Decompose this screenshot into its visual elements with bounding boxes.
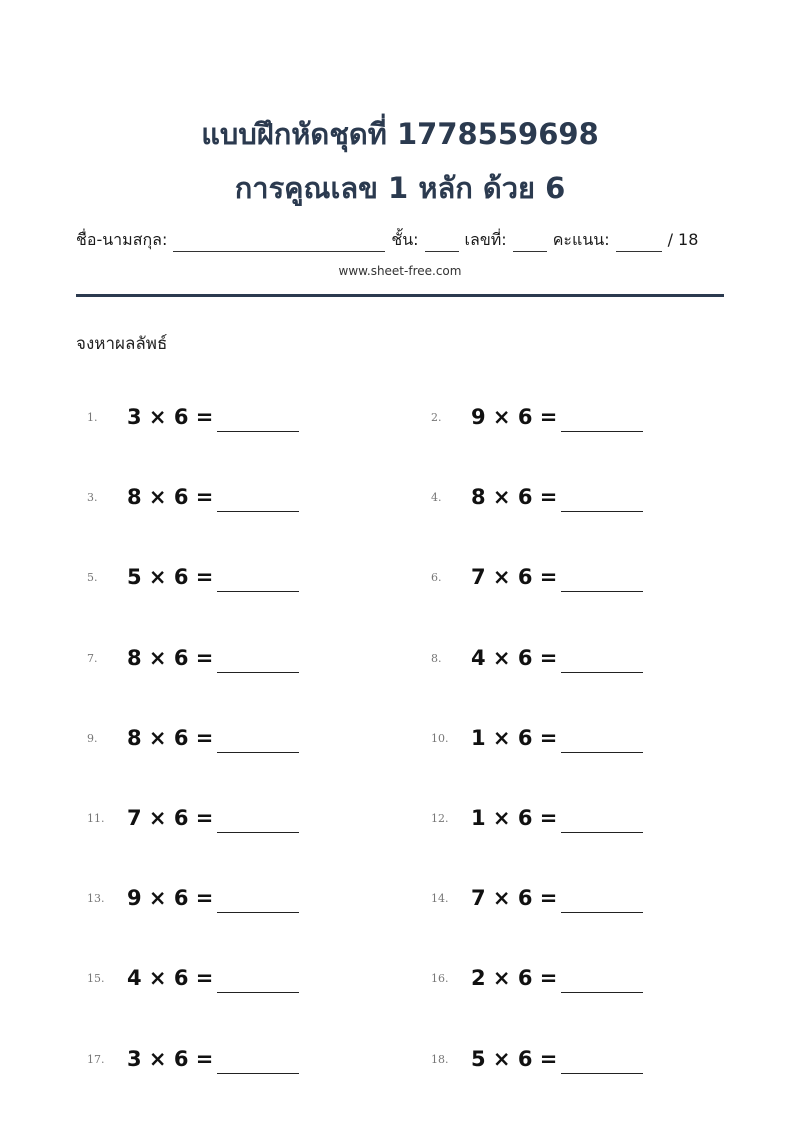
answer-blank[interactable] (217, 511, 299, 512)
problem-item (431, 646, 751, 676)
problem-number: 16. (431, 972, 449, 985)
problem-expression: 7 × 6 = (471, 565, 558, 589)
problem-item (431, 485, 751, 515)
problem-number: 7. (87, 652, 98, 665)
problem-expression: 7 × 6 = (127, 806, 214, 830)
problem-item (87, 405, 407, 435)
problem-expression: 4 × 6 = (471, 646, 558, 670)
worksheet-subtitle: การคูณเลข 1 หลัก ด้วย 6 (234, 171, 566, 205)
problem-item (87, 646, 407, 676)
problem-item (87, 565, 407, 595)
problem-expression: 9 × 6 = (127, 886, 214, 910)
problem-expression: 3 × 6 = (127, 1047, 214, 1071)
answer-blank[interactable] (217, 752, 299, 753)
problem-expression: 8 × 6 = (127, 646, 214, 670)
problem-expression: 4 × 6 = (127, 966, 214, 990)
problem-item (431, 966, 751, 996)
answer-blank[interactable] (217, 1073, 299, 1074)
answer-blank[interactable] (561, 912, 643, 913)
problem-number: 12. (431, 812, 449, 825)
problem-item (87, 1047, 407, 1077)
problem-number: 3. (87, 491, 98, 504)
problem-item (431, 726, 751, 756)
answer-blank[interactable] (217, 992, 299, 993)
problem-number: 10. (431, 732, 449, 745)
class-label: ชั้น: (391, 230, 419, 249)
problem-number: 9. (87, 732, 98, 745)
problem-item (431, 565, 751, 595)
name-label: ชื่อ-นามสกุล: (76, 230, 168, 249)
answer-blank[interactable] (561, 992, 643, 993)
problem-expression: 8 × 6 = (127, 485, 214, 509)
problem-number: 11. (87, 812, 105, 825)
number-label: เลขที่: (464, 230, 507, 249)
answer-blank[interactable] (561, 832, 643, 833)
answer-blank[interactable] (561, 431, 643, 432)
problem-expression: 2 × 6 = (471, 966, 558, 990)
score-total: / 18 (667, 230, 699, 249)
answer-blank[interactable] (217, 431, 299, 432)
answer-blank[interactable] (217, 832, 299, 833)
problem-expression: 9 × 6 = (471, 405, 558, 429)
problem-item (87, 886, 407, 916)
problem-number: 8. (431, 652, 442, 665)
problem-expression: 5 × 6 = (127, 565, 214, 589)
answer-blank[interactable] (561, 1073, 643, 1074)
answer-blank[interactable] (217, 912, 299, 913)
score-label: คะแนน: (552, 230, 610, 249)
problem-number: 6. (431, 571, 442, 584)
problem-expression: 8 × 6 = (471, 485, 558, 509)
answer-blank[interactable] (217, 591, 299, 592)
problem-item (431, 886, 751, 916)
problem-number: 15. (87, 972, 105, 985)
problem-number: 2. (431, 411, 442, 424)
instruction-text: จงหาผลลัพธ์ (76, 334, 168, 354)
problem-item (431, 1047, 751, 1077)
answer-blank[interactable] (561, 511, 643, 512)
problem-item (87, 806, 407, 836)
problem-number: 14. (431, 892, 449, 905)
problem-item (431, 806, 751, 836)
problem-expression: 8 × 6 = (127, 726, 214, 750)
problem-item (87, 726, 407, 756)
problem-number: 5. (87, 571, 98, 584)
problem-expression: 1 × 6 = (471, 806, 558, 830)
answer-blank[interactable] (561, 752, 643, 753)
worksheet-title: แบบฝึกหัดชุดที่ 1778559698 (201, 117, 599, 151)
website-url: www.sheet-free.com (338, 264, 462, 278)
problem-number: 17. (87, 1053, 105, 1066)
problem-number: 13. (87, 892, 105, 905)
answer-blank[interactable] (217, 672, 299, 673)
problem-expression: 3 × 6 = (127, 405, 214, 429)
answer-blank[interactable] (561, 672, 643, 673)
problem-expression: 7 × 6 = (471, 886, 558, 910)
problem-expression: 1 × 6 = (471, 726, 558, 750)
problem-expression: 5 × 6 = (471, 1047, 558, 1071)
problem-item (87, 485, 407, 515)
problem-number: 4. (431, 491, 442, 504)
answer-blank[interactable] (561, 591, 643, 592)
problem-item (431, 405, 751, 435)
problem-item (87, 966, 407, 996)
problem-number: 18. (431, 1053, 449, 1066)
problem-number: 1. (87, 411, 98, 424)
